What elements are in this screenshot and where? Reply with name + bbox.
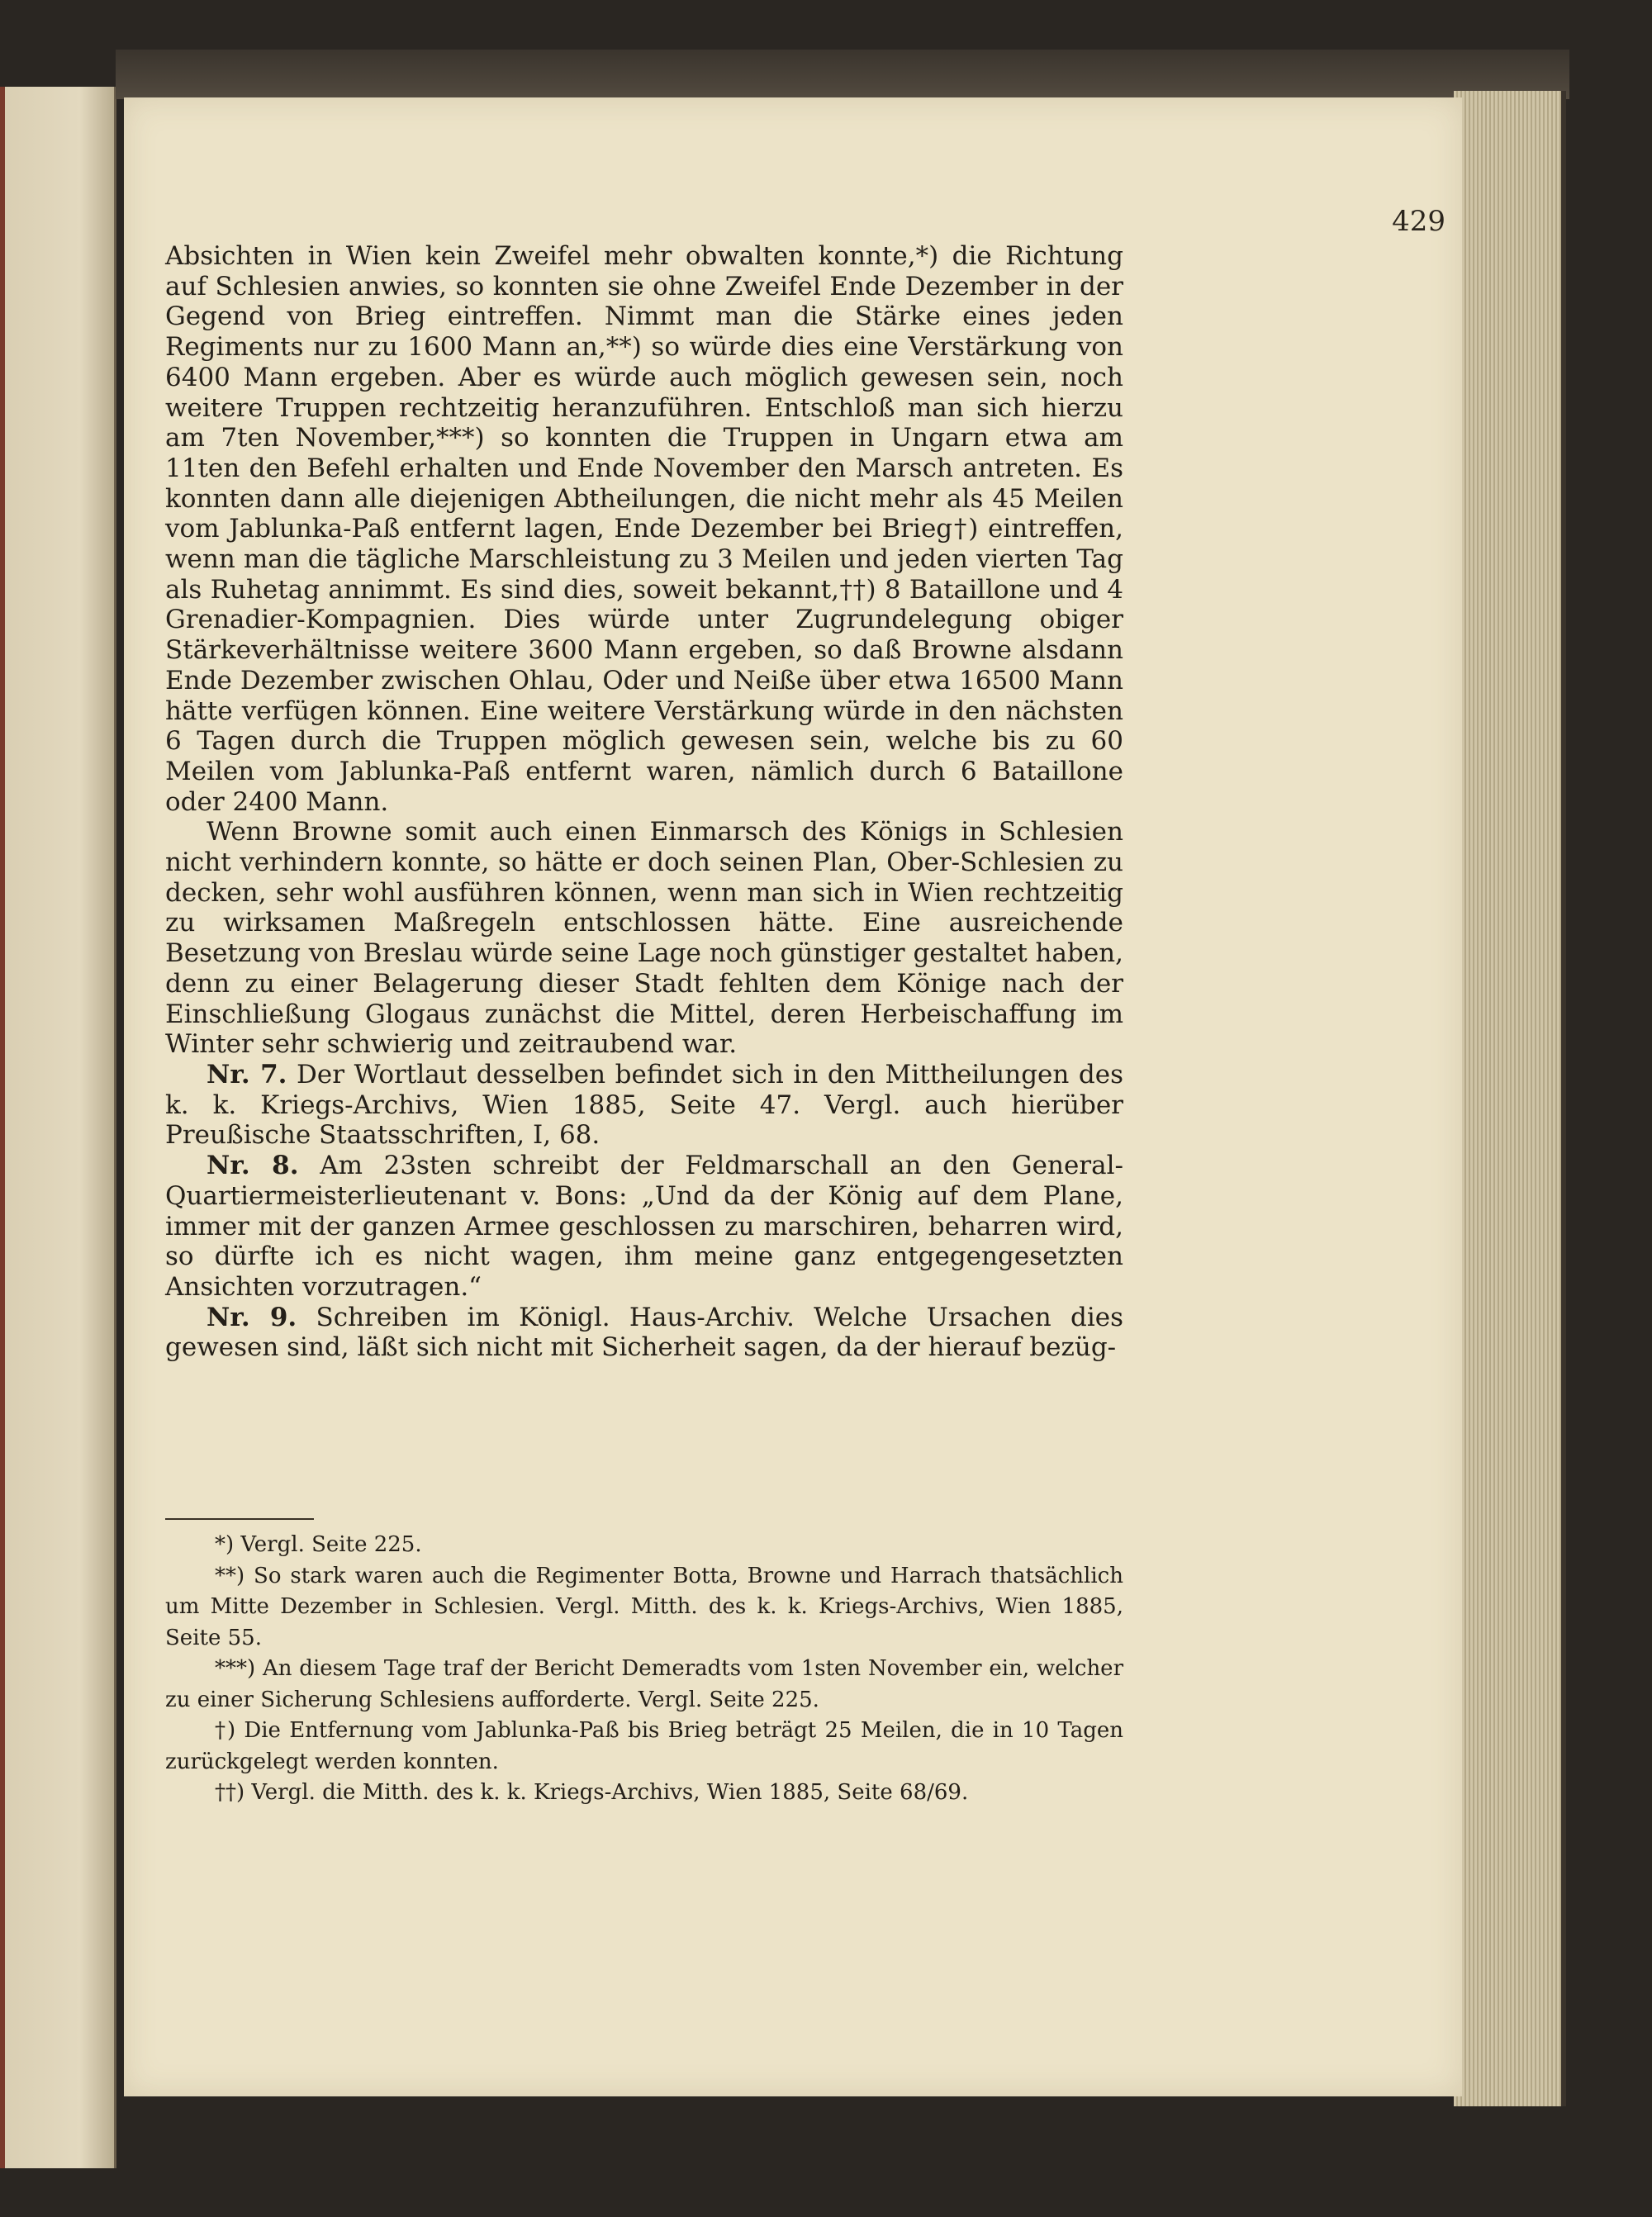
note-paragraph bbox=[165, 1303, 1123, 1363]
note-label: Nr. 9. bbox=[206, 1302, 297, 1332]
paragraph: Wenn Browne somit auch einen Einmarsch des Königs in Schlesien nicht verhindern konnte, so hätte er doch seinen Plan, Ober-Schlesien zu decken, sehr wohl ausführen können, wenn man sich in Wien rechtzeitig zu wirksamen Maßregeln entschlossen hätte. Eine ausreichende Besetzung von Breslau würde seine Lage noch günstiger gestaltet haben, denn zu einer Belagerung dieser Stadt fehlten dem Könige nach der Einschließung Glogaus zunächst die Mittel, deren Herbeischaffung im Winter sehr schwierig und zeitraubend war. bbox=[165, 817, 1123, 1060]
page-number: 429 bbox=[1392, 205, 1446, 238]
note-label: Nr. 8. bbox=[206, 1151, 299, 1181]
facing-page-edge bbox=[0, 87, 116, 2168]
note-text: Schreiben im Königl. Haus-Archiv. Welche Ursachen dies gewesen sind, läßt sich nicht mit Sicherheit sagen, da der hierauf bezüg- bbox=[165, 1302, 1123, 1363]
note-text: Der Wortlaut desselben befindet sich in den Mittheilungen des k. k. Kriegs-Archivs, Wien 1885, Seite 47. Vergl. auch hierüber Preußische Staatsschriften, I, 68. bbox=[165, 1059, 1123, 1151]
paragraph: Absichten in Wien kein Zweifel mehr obwalten konnte,*) die Richtung auf Schlesien anwies, so konnten sie ohne Zweifel Ende Dezember in der Gegend von Brieg eintreffen. Nimmt man die Stärke eines jeden Regiments nur zu 1600 Mann an,**) so würde dies eine Verstärkung von 6400 Mann ergeben. Aber es würde auch möglich gewesen sein, noch weitere Truppen rechtzeitig heranzuführen. Entschloß man sich hierzu am 7ten November,***) so konnten die Truppen in Ungarn etwa am 11ten den Befehl erhalten und Ende November den Marsch antreten. Es konnten dann alle diejenigen Abtheilungen, die nicht mehr als 45 Meilen vom Jablunka-Paß entfernt lagen, Ende Dezember bei Brieg†) eintreffen, wenn man die tägliche Marschleistung zu 3 Meilen und jeden vierten Tag als Ruhetag annimmt. Es sind dies, soweit bekannt,††) 8 Bataillone und 4 Grenadier-Kompagnien. Dies würde unter Zugrundelegung obiger Stärkeverhältnisse weitere 3600 Mann ergeben, so daß Browne alsdann Ende Dezember zwischen Ohlau, Oder und Neiße über etwa 16500 Mann hätte verfügen können. Eine weitere Verstärkung würde in den nächsten 6 Tagen durch die Truppen möglich gewesen sein, welche bis zu 60 Meilen vom Jablunka-Paß entfernt waren, nämlich durch 6 Bataillone oder 2400 Mann. bbox=[165, 241, 1123, 817]
note-paragraph bbox=[165, 1060, 1123, 1151]
footnotes bbox=[165, 1530, 1123, 1809]
book-cover-top bbox=[116, 50, 1569, 99]
main-text bbox=[165, 241, 1123, 1363]
footnote-rule bbox=[165, 1518, 314, 1520]
note-label: Nr. 7. bbox=[206, 1059, 287, 1090]
footnote: *) Vergl. Seite 225. bbox=[215, 1532, 422, 1557]
footnote: ††) Vergl. die Mitth. des k. k. Kriegs-Archivs, Wien 1885, Seite 68/69. bbox=[215, 1780, 969, 1805]
footnote: ***) An diesem Tage traf der Bericht Demeradts vom 1sten November ein, welcher zu einer Sicherung Schlesiens aufforderte. Vergl. Seite 225. bbox=[165, 1656, 1123, 1712]
footnote: †) Die Entfernung vom Jablunka-Paß bis Brieg beträgt 25 Meilen, die in 10 Tagen zurückgelegt werden konnten. bbox=[165, 1718, 1123, 1774]
footnote: **) So stark waren auch die Regimenter Botta, Browne und Harrach thatsächlich um Mitte Dezember in Schlesien. Vergl. Mitth. des k. k. Kriegs-Archivs, Wien 1885, Seite 55. bbox=[165, 1563, 1123, 1650]
note-text: Am 23sten schreibt der Feldmarschall an den General-Quartiermeisterlieutenant v. Bons: „Und da der König auf dem Plane, immer mit der ganzen Armee geschlossen zu marschiren, beharren wird, so dürfte ich es nicht wagen, ihm meine ganz entgegengesetzten Ansichten vorzutragen.“ bbox=[165, 1151, 1123, 1302]
page-block-edge bbox=[1454, 91, 1566, 2106]
book-cover-edge bbox=[0, 87, 5, 2168]
note-paragraph bbox=[165, 1151, 1123, 1303]
